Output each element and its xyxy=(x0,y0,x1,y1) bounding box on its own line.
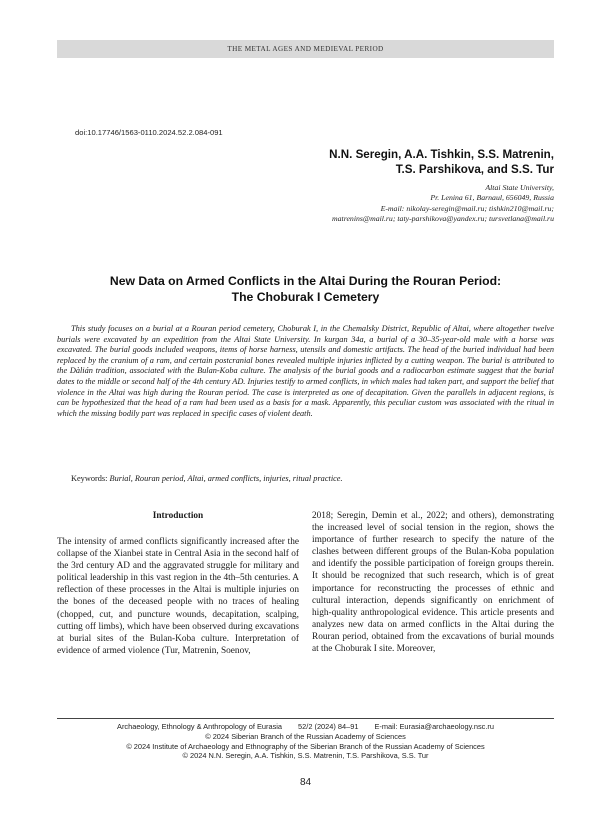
title-line-2: The Choburak I Cemetery xyxy=(231,290,380,304)
doi[interactable]: doi:10.17746/1563-0110.2024.52.2.084-091 xyxy=(75,128,223,137)
section-heading-introduction: Introduction xyxy=(152,511,204,521)
affiliation-block xyxy=(74,183,554,224)
keywords xyxy=(71,473,554,484)
keywords-label: Keywords: xyxy=(71,474,108,483)
footer-journal-name: Archaeology, Ethnology & Anthropology of Eurasia xyxy=(117,722,283,731)
footer-copyright-3: © 2024 N.N. Seregin, A.A. Tishkin, S.S. Matrenin, T.S. Parshikova, S.S. Tur xyxy=(182,751,429,761)
section-title: THE METAL AGES AND MEDIEVAL PERIOD xyxy=(227,45,384,53)
footer-email[interactable]: E-mail: Eurasia@archaeology.nsc.ru xyxy=(374,722,494,731)
affiliation-emails-1[interactable]: E-mail: nikolay-seregin@mail.ru; tishkin210@mail.ru; xyxy=(380,203,554,213)
affiliation-emails-2[interactable]: matrenins@mail.ru; taty-parshikova@yandex.ru; tursvetlana@mail.ru xyxy=(332,213,554,223)
title-line-1: New Data on Armed Conflicts in the Altai During the Rouran Period: xyxy=(109,274,502,288)
footer-issue: 52/2 (2024) 84–91 xyxy=(298,722,359,731)
introduction-paragraph-right: 2018; Seregin, Demin et al., 2022; and others), demonstrating the increased level of social tension in the region, shows the importance of further research to specify the nature of the clashes between different groups of the Bulan-Koba population and identify the possible participation of foreign groups therein. It should be recognized that such research, which is of great importance for reconstructing the processes of ethnic and cultural interaction, depends significantly on enrichment of high-quality anthropological evidence. This article presents and analyzes new data on armed conflicts in the Altai during the Rouran period, obtained from the excavations of burial mounds at the Choburak I site. Moreover, xyxy=(312,511,554,655)
article-title xyxy=(57,273,554,305)
body-column-left xyxy=(57,510,299,657)
running-header xyxy=(57,40,554,58)
footer-divider xyxy=(57,718,554,719)
authors-line-2: T.S. Parshikova, and S.S. Tur xyxy=(395,163,554,176)
affiliation-address: Pr. Lenina 61, Barnaul, 656049, Russia xyxy=(430,193,554,203)
authors-line-1: N.N. Seregin, A.A. Tishkin, S.S. Matrenin, xyxy=(329,148,554,161)
keywords-list: Burial, Rouran period, Altai, armed conflicts, injuries, ritual practice. xyxy=(109,474,343,483)
footer-copyright-1: © 2024 Siberian Branch of the Russian Academy of Sciences xyxy=(205,731,406,741)
body-column-right xyxy=(312,510,554,655)
footer-journal-row xyxy=(57,722,554,732)
abstract: This study focuses on a burial at a Rouran period cemetery, Choburak I, in the Chemalsky District, Republic of Altai, where altogether twelve burials were excavated by an expedition from the Altai State University. In kurgan 34a, a burial of a 30–35-year-old male with a horse was excavated. The burial goods included weapons, items of horse harness, utensils and domestic artifacts. The head of the buried individual had been replaced by the cranium of a ram, and certain postcranial bones revealed multiple injuries inflicted by a cutting weapon. The burial is attributed to the Dàlián tradition, associated with the Bulan-Koba culture. The analysis of the burial goods and a radiocarbon estimate suggest that the burial dates to the middle or second half of the 4th century AD. Injuries testify to armed conflicts, in which males had taken part, and support the belief that violence in the Altai was high during the Rouran period. The case is interpreted as one of decapitation. Given the parallels in adjacent regions, is can be hypothesized that the head of a ram had been used as a basis for a mask. Apparently, this peculiar custom was associated with the ritual in which the missing bodily part was replaced in specific cases of violent death. xyxy=(57,324,554,418)
author-list xyxy=(134,147,554,177)
affiliation-institution: Altai State University, xyxy=(485,183,554,192)
page-number: 84 xyxy=(299,777,312,788)
footer-copyright-2: © 2024 Institute of Archaeology and Ethnography of the Siberian Branch of the Russian Academy of Sciences xyxy=(126,741,485,751)
footer xyxy=(57,722,554,761)
introduction-paragraph-left: The intensity of armed conflicts significantly increased after the collapse of the Xianbei state in Central Asia in the second half of the 3rd century AD and the aggravated struggle for military and political leadership in this vast region in the 4th–5th centuries. A reflection of these processes in the Altai is multiple injuries on the bones of the deceased people with no traces of healing (chopped, cut, and puncture wounds, decapitation, scalping, cutting off limbs), which have been observed during excavations at burial sites of the Bulan-Koba culture. Interpretation of evidence of armed violence (Tur, Matrenin, Soenov, xyxy=(57,537,299,656)
